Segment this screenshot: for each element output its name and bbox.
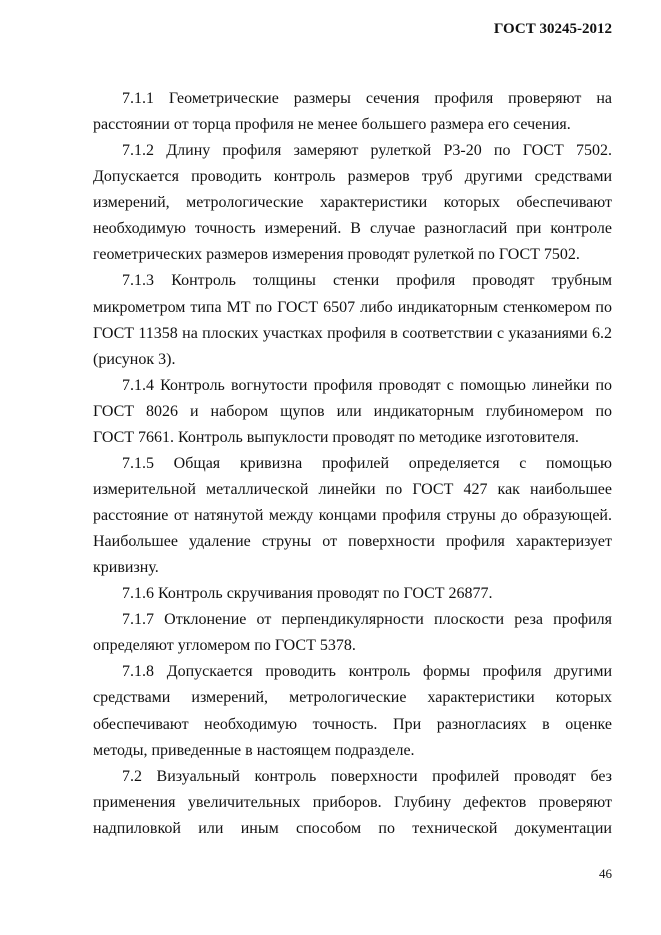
text-line: Наибольшее удаление струны от поверхности профиля характеризует [93,533,612,551]
paragraph [93,138,612,268]
text-line: надпиловкой или иным способом по технической документации [93,819,612,837]
text-line: микрометром типа МТ по ГОСТ 6507 либо индикаторным стенкомером по [93,298,612,316]
text-line: (рисунок 3). [93,350,176,368]
paragraph [93,268,612,372]
paragraph [93,451,612,581]
text-line: 7.1.7 Отклонение от перпендикулярности плоскости реза профиля [122,611,612,629]
text-line: необходимую точность измерений. В случае разногласий при контроле [93,220,612,238]
paragraph [93,607,612,659]
text-line: Допускается проводить контроль размеров труб другими средствами [93,168,612,186]
text-line: 7.1.5 Общая кривизна профилей определяется с помощью [122,454,612,472]
text-line: 7.1.3 Контроль толщины стенки профиля проводят трубным [122,272,612,290]
page-number: 46 [599,866,612,881]
text-line: измерительной металлической линейки по ГОСТ 427 как наибольшее [93,480,612,498]
paragraph [93,764,612,842]
text-line: измерений, метрологические характеристики которых обеспечивают [93,194,612,212]
text-line: обеспечивают необходимую точность. При разногласиях в оценке [93,715,612,733]
document-body [93,86,612,842]
text-line: расстоянии от торца профиля не менее большего размера его сечения. [93,116,571,134]
text-line: 7.1.2 Длину профиля замеряют рулеткой Р3-20 по ГОСТ 7502. [122,142,612,160]
text-line: методы, приведенные в настоящем подразделе. [93,741,415,759]
text-line: ГОСТ 7661. Контроль выпуклости проводят по методике изготовителя. [93,428,579,446]
text-line: 7.1.8 Допускается проводить контроль формы профиля другими [122,663,612,681]
text-line: геометрических размеров измерения проводят рулеткой по ГОСТ 7502. [93,246,580,264]
text-line: ГОСТ 8026 и набором щупов или индикаторным глубиномером по [93,402,612,420]
text-line: 7.1.6 Контроль скручивания проводят по ГОСТ 26877. [122,585,493,603]
paragraph [93,86,612,138]
paragraph [93,581,612,607]
text-line: ГОСТ 11358 на плоских участках профиля в соответствии с указаниями 6.2 [93,324,612,342]
text-line: применения увеличительных приборов. Глубину дефектов проверяют [93,793,612,811]
paragraph [93,659,612,763]
text-line: расстояние от натянутой между концами профиля струны до образующей. [93,507,612,524]
text-line: средствами измерений, метрологические характеристики которых [93,689,612,707]
text-line: 7.1.4 Контроль вогнутости профиля проводят с помощью линейки по [122,376,612,394]
text-line: 7.2 Визуальный контроль поверхности профилей проводят без [122,767,612,785]
text-line: 7.1.1 Геометрические размеры сечения профиля проверяют на [122,90,612,107]
text-line: кривизну. [93,559,159,577]
document-header: ГОСТ 30245-2012 [493,21,612,37]
paragraph [93,373,612,451]
text-line: определяют угломером по ГОСТ 5378. [93,637,356,655]
